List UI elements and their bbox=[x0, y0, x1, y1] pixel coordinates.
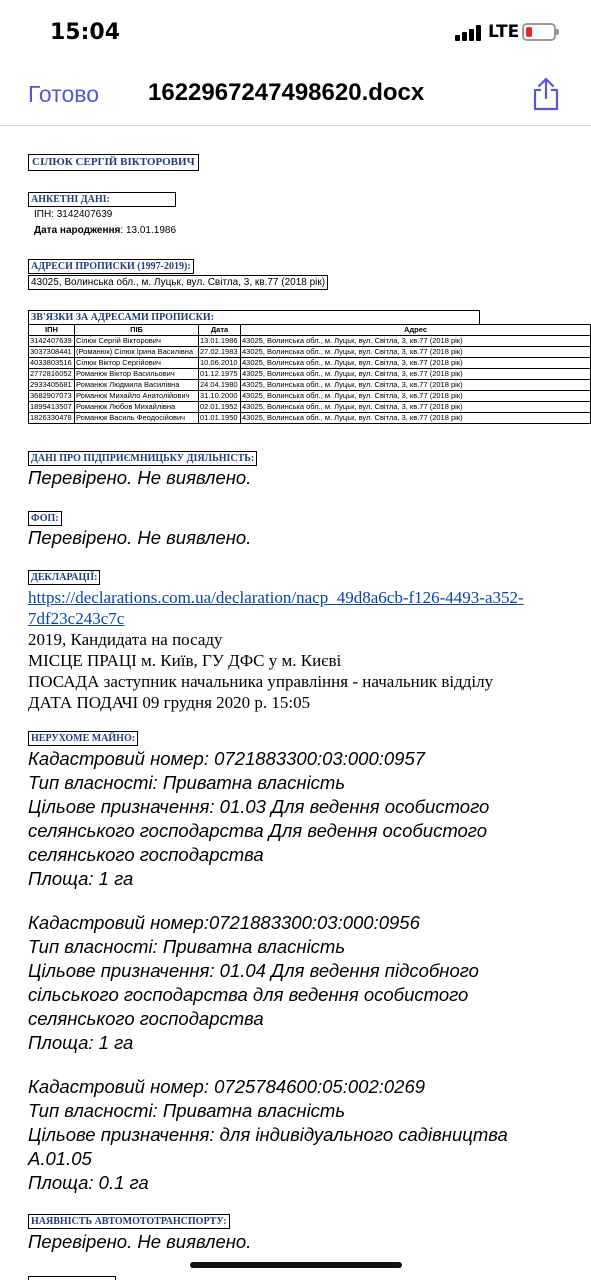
realty-header: НЕРУХОМЕ МАЙНО: bbox=[28, 731, 138, 746]
realty-line: А.01.05 bbox=[28, 1148, 92, 1169]
share-icon[interactable] bbox=[530, 76, 562, 112]
signal-icon bbox=[455, 25, 483, 41]
column-header: ПІБ bbox=[75, 325, 199, 336]
table-row bbox=[29, 369, 591, 380]
ipn-text: ІПН: 3142407639 bbox=[34, 209, 113, 220]
declarations-header: ДЕКЛАРАЦІЇ: bbox=[28, 570, 100, 585]
realty-line: сільського господарства для ведення особистого bbox=[28, 984, 469, 1005]
birth-date-label: Дата народження bbox=[34, 225, 121, 236]
realty-line: Тип власності: Приватна власність bbox=[28, 1100, 346, 1121]
table-cell: 02.01.1952 bbox=[199, 402, 241, 413]
table-row bbox=[29, 402, 591, 413]
declaration-line: МІСЦЕ ПРАЦІ м. Київ, ГУ ДФС у м. Києві bbox=[28, 651, 342, 670]
personal-data-header: АНКЕТНІ ДАНІ: bbox=[28, 192, 176, 207]
declaration-link-continued[interactable]: 7df23c243c7c bbox=[28, 609, 125, 628]
network-type: LTE bbox=[488, 22, 520, 42]
column-header: Дата bbox=[199, 325, 241, 336]
registration-address: 43025, Волинська обл., м. Луцьк, вул. Світла, 3, кв.77 (2018 рік) bbox=[28, 275, 328, 290]
birth-date-text bbox=[34, 224, 176, 237]
realty-line: Кадастровий номер: 0725784600:05:002:0269 bbox=[28, 1076, 426, 1097]
table-cell: 43025, Волинська обл., м. Луцьк, вул. Світла, 3, кв.77 (2018 рік) bbox=[241, 380, 591, 391]
realty-line: Кадастровий номер: 0721883300:03:000:0957 bbox=[28, 748, 426, 769]
file-title: 1622967247498620.docx bbox=[148, 79, 425, 106]
table-cell: 3682907073 bbox=[29, 391, 75, 402]
declaration-line: 2019, Кандидата на посаду bbox=[28, 630, 223, 649]
address-links-table bbox=[28, 324, 591, 424]
table-cell: 24.04.1980 bbox=[199, 380, 241, 391]
realty-line: Площа: 1 га bbox=[28, 868, 134, 889]
table-cell: 31.10.2000 bbox=[199, 391, 241, 402]
realty-line: Цільове призначення: для індивідуального садівництва bbox=[28, 1124, 508, 1145]
table-cell: 2772816052 bbox=[29, 369, 75, 380]
table-cell: 13.01.1986 bbox=[199, 336, 241, 347]
table-cell: Романюк Віктор Васильович bbox=[75, 369, 199, 380]
table-cell: 4033803516 bbox=[29, 358, 75, 369]
table-cell: Сілюк Віктор Сергійович bbox=[75, 358, 199, 369]
table-cell: 27.02.1983 bbox=[199, 347, 241, 358]
fop-result: Перевірено. Не виявлено. bbox=[28, 527, 252, 548]
table-cell: Романюк Василь Феодосійович bbox=[75, 413, 199, 424]
table-cell: 3037308441 bbox=[29, 347, 75, 358]
table-cell: 43025, Волинська обл., м. Луцьк, вул. Світла, 3, кв.77 (2018 рік) bbox=[241, 402, 591, 413]
realty-line: селянського господарства bbox=[28, 1008, 264, 1029]
table-cell: 43025, Волинська обл., м. Луцьк, вул. Світла, 3, кв.77 (2018 рік) bbox=[241, 391, 591, 402]
realty-line: селянського господарства bbox=[28, 844, 264, 865]
table-row bbox=[29, 347, 591, 358]
done-button[interactable]: Готово bbox=[28, 81, 100, 107]
table-row bbox=[29, 391, 591, 402]
table-cell: 43025, Волинська обл., м. Луцьк, вул. Світла, 3, кв.77 (2018 рік) bbox=[241, 336, 591, 347]
next-section-header-edge bbox=[28, 1276, 116, 1280]
table-cell: 01.01.1950 bbox=[199, 413, 241, 424]
table-row bbox=[29, 358, 591, 369]
realty-line: Площа: 0.1 га bbox=[28, 1172, 149, 1193]
table-cell: 43025, Волинська обл., м. Луцьк, вул. Світла, 3, кв.77 (2018 рік) bbox=[241, 369, 591, 380]
realty-line: Кадастровий номер:0721883300:03:000:0956 bbox=[28, 912, 420, 933]
birth-date-value: : 13.01.1986 bbox=[120, 225, 177, 236]
table-cell: 3142407639 bbox=[29, 336, 75, 347]
document-nav-bar bbox=[0, 64, 591, 126]
status-time: 15:04 bbox=[50, 20, 121, 45]
table-cell: Романюк Любов Михайлівна bbox=[75, 402, 199, 413]
home-indicator[interactable] bbox=[190, 1262, 402, 1268]
document-viewer[interactable] bbox=[0, 127, 591, 1280]
business-result: Перевірено. Не виявлено. bbox=[28, 467, 252, 488]
table-cell: 2933405681 bbox=[29, 380, 75, 391]
vehicles-header: НАЯВНІСТЬ АВТОМОТОТРАНСПОРТУ: bbox=[28, 1214, 230, 1229]
table-row bbox=[29, 336, 591, 347]
status-bar bbox=[0, 0, 591, 64]
realty-line: селянського господарства Для ведення особистого bbox=[28, 820, 488, 841]
table-cell: 43025, Волинська обл., м. Луцьк, вул. Світла, 3, кв.77 (2018 рік) bbox=[241, 413, 591, 424]
table-row bbox=[29, 380, 591, 391]
registration-header: АДРЕСИ ПРОПИСКИ (1997-2019): bbox=[28, 259, 194, 274]
column-header: ІПН bbox=[29, 325, 75, 336]
vehicles-result: Перевірено. Не виявлено. bbox=[28, 1231, 252, 1252]
realty-line: Цільове призначення: 01.03 Для ведення особистого bbox=[28, 796, 490, 817]
table-cell: 01.12.1975 bbox=[199, 369, 241, 380]
person-name-header: СІЛЮК СЕРГІЙ ВІКТОРОВИЧ bbox=[28, 154, 199, 171]
table-cell: 10.06.2010 bbox=[199, 358, 241, 369]
table-cell: 1826330478 bbox=[29, 413, 75, 424]
column-header: Адрес bbox=[241, 325, 591, 336]
table-header-row bbox=[29, 325, 591, 336]
table-cell: 43025, Волинська обл., м. Луцьк, вул. Світла, 3, кв.77 (2018 рік) bbox=[241, 347, 591, 358]
realty-line: Тип власності: Приватна власність bbox=[28, 772, 346, 793]
fop-header: ФОП: bbox=[28, 511, 62, 526]
table-cell: (Романюк) Сілюк Ірина Василівна bbox=[75, 347, 199, 358]
table-row bbox=[29, 413, 591, 424]
table-cell: 1899413507 bbox=[29, 402, 75, 413]
battery-icon bbox=[522, 23, 556, 41]
declaration-line: ДАТА ПОДАЧІ 09 грудня 2020 р. 15:05 bbox=[28, 693, 311, 712]
address-links-header: ЗВ'ЯЗКИ ЗА АДРЕСАМИ ПРОПИСКИ: bbox=[28, 310, 480, 325]
business-header: ДАНІ ПРО ПІДПРИЄМНИЦЬКУ ДІЯЛЬНІСТЬ: bbox=[28, 451, 257, 466]
realty-line: Цільове призначення: 01.04 Для ведення підсобного bbox=[28, 960, 479, 981]
declaration-line: ПОСАДА заступник начальника управління - начальник відділу bbox=[28, 672, 494, 691]
table-cell: 43025, Волинська обл., м. Луцьк, вул. Світла, 3, кв.77 (2018 рік) bbox=[241, 358, 591, 369]
table-cell: Сілюк Сергій Вікторович bbox=[75, 336, 199, 347]
table-cell: Романюк Людмила Василівна bbox=[75, 380, 199, 391]
table-cell: Романюк Михайло Анатолійович bbox=[75, 391, 199, 402]
realty-line: Площа: 1 га bbox=[28, 1032, 134, 1053]
realty-line: Тип власності: Приватна власність bbox=[28, 936, 346, 957]
declaration-link[interactable]: https://declarations.com.ua/declaration/nacp_49d8a6cb-f126-4493-a352- bbox=[28, 588, 524, 607]
